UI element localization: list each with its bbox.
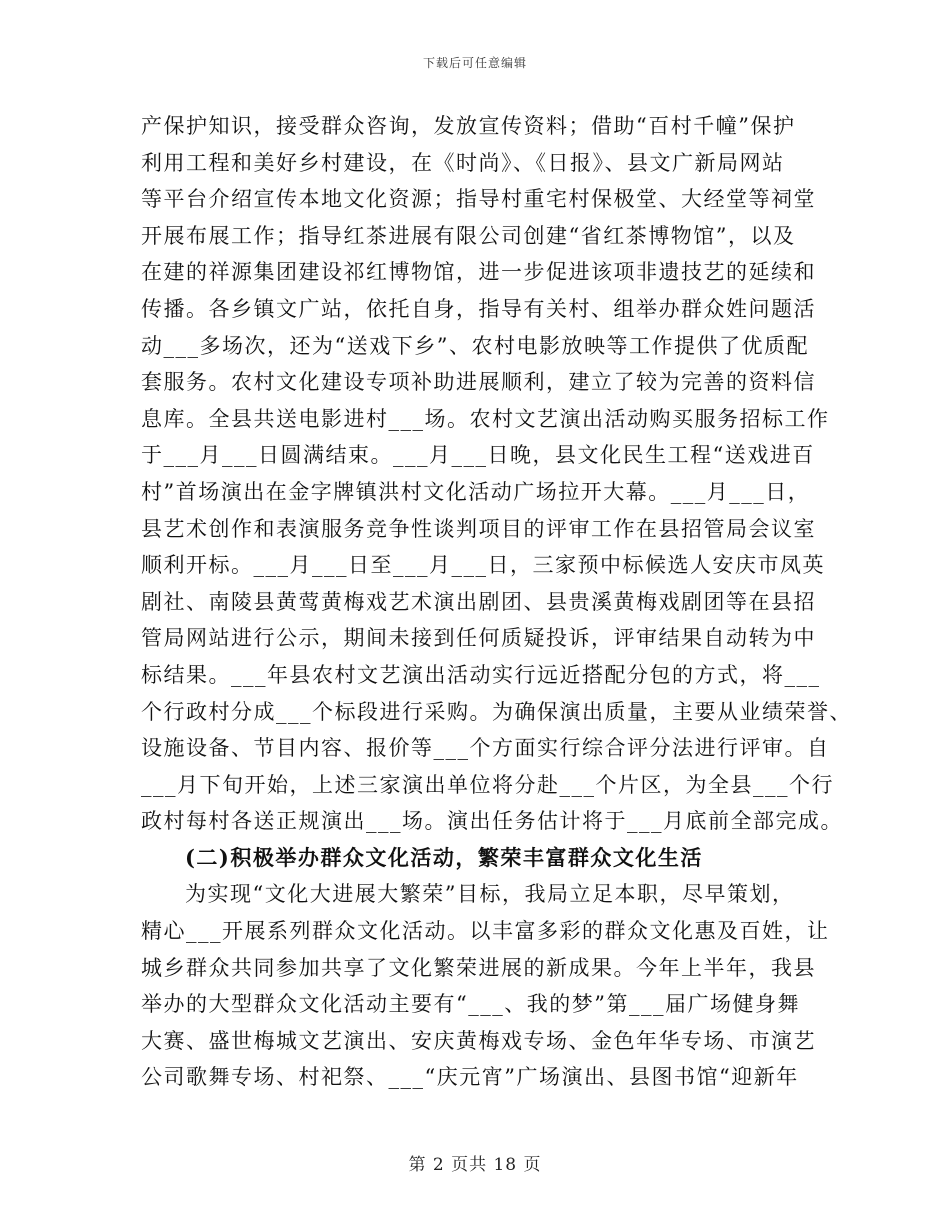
body-line: 村”首场演出在金字牌镇洪村文化活动广场拉开大幕。___月___日，	[141, 479, 811, 504]
body-line: 精心___开展系列群众文化活动。以丰富多彩的群众文化惠及百姓，让	[141, 919, 830, 944]
body-line: 于___月___日圆满结束。___月___日晚，县文化民生工程“送戏进百	[141, 443, 815, 468]
body-line: 城乡群众共同参加共享了文化繁荣进展的新成果。今年上半年，我县	[141, 955, 816, 980]
body-line: 顺利开标。___月___日至___月___日，三家预中标候选人安庆市凤英	[141, 553, 825, 578]
body-line: 等平台介绍宣传本地文化资源；指导村重宅村保极堂、大经堂等祠堂	[141, 187, 816, 212]
body-line: 套服务。农村文化建设专项补助进展顺利，建立了较为完善的资料信	[141, 370, 816, 395]
body-line: 产保护知识，接受群众咨询，发放宣传资料；借助“百村千幢”保护	[141, 114, 796, 138]
body-line: 举办的大型群众文化活动主要有“___、我的梦”第___届广场健身舞	[141, 992, 800, 1017]
body-line: 设施设备、节目内容、报价等___个方面实行综合评分法进行评审。自	[141, 736, 830, 761]
body-line: ___月下旬开始，上述三家演出单位将分赴___个片区，为全县___个行	[141, 772, 834, 797]
body-line: 息库。全县共送电影进村___场。农村文艺演出活动购买服务招标工作	[141, 406, 830, 431]
section-heading: (二)积极举办群众文化活动，繁荣丰富群众文化生活	[185, 844, 703, 870]
body-line: 大赛、盛世梅城文艺演出、安庆黄梅戏专场、金色年华专场、市演艺	[141, 1028, 816, 1053]
body-line: 标结果。___年县农村文艺演出活动实行远近搭配分包的方式，将___	[141, 662, 821, 687]
body-line: 政村每村各送正规演出___场。演出任务估计将于___月底前全部完成。	[141, 809, 843, 834]
body-line: 在建的祥源集团建设祁红博物馆，进一步促进该项非遗技艺的延续和	[141, 260, 816, 285]
page-header: 下载后可任意编辑	[422, 56, 527, 70]
body-line: 公司歌舞专场、村祀祭、___“庆元宵”广场演出、县图书馆“迎新年	[141, 1065, 799, 1090]
page-number: 第 2 页共 18 页	[408, 1155, 542, 1175]
document-body	[141, 108, 852, 1096]
body-line: 传播。各乡镇文广站，依托自身，指导有关村、组举办群众姓问题活	[141, 296, 816, 321]
body-line: 为实现“文化大进展大繁荣”目标，我局立足本职，尽早策划，	[185, 882, 795, 907]
body-line: 县艺术创作和表演服务竞争性谈判项目的评审工作在县招管局会议室	[141, 516, 816, 541]
body-line: 利用工程和美好乡村建设，在《时尚》、《日报》、县文广新局网站	[141, 150, 785, 175]
body-line: 管局网站进行公示，期间未接到任何质疑投诉，评审结果自动转为中	[141, 626, 816, 651]
body-line: 剧社、南陵县黄莺黄梅戏艺术演出剧团、县贵溪黄梅戏剧团等在县招	[141, 589, 816, 614]
body-line: 个行政村分成___个标段进行采购。为确保演出质量，主要从业绩荣誉、	[141, 699, 852, 724]
body-line: 动___多场次，还为“送戏下乡”、农村电影放映等工作提供了优质配	[141, 333, 809, 358]
body-line: 开展布展工作；指导红茶进展有限公司创建“省红茶博物馆”，以及	[141, 223, 796, 248]
